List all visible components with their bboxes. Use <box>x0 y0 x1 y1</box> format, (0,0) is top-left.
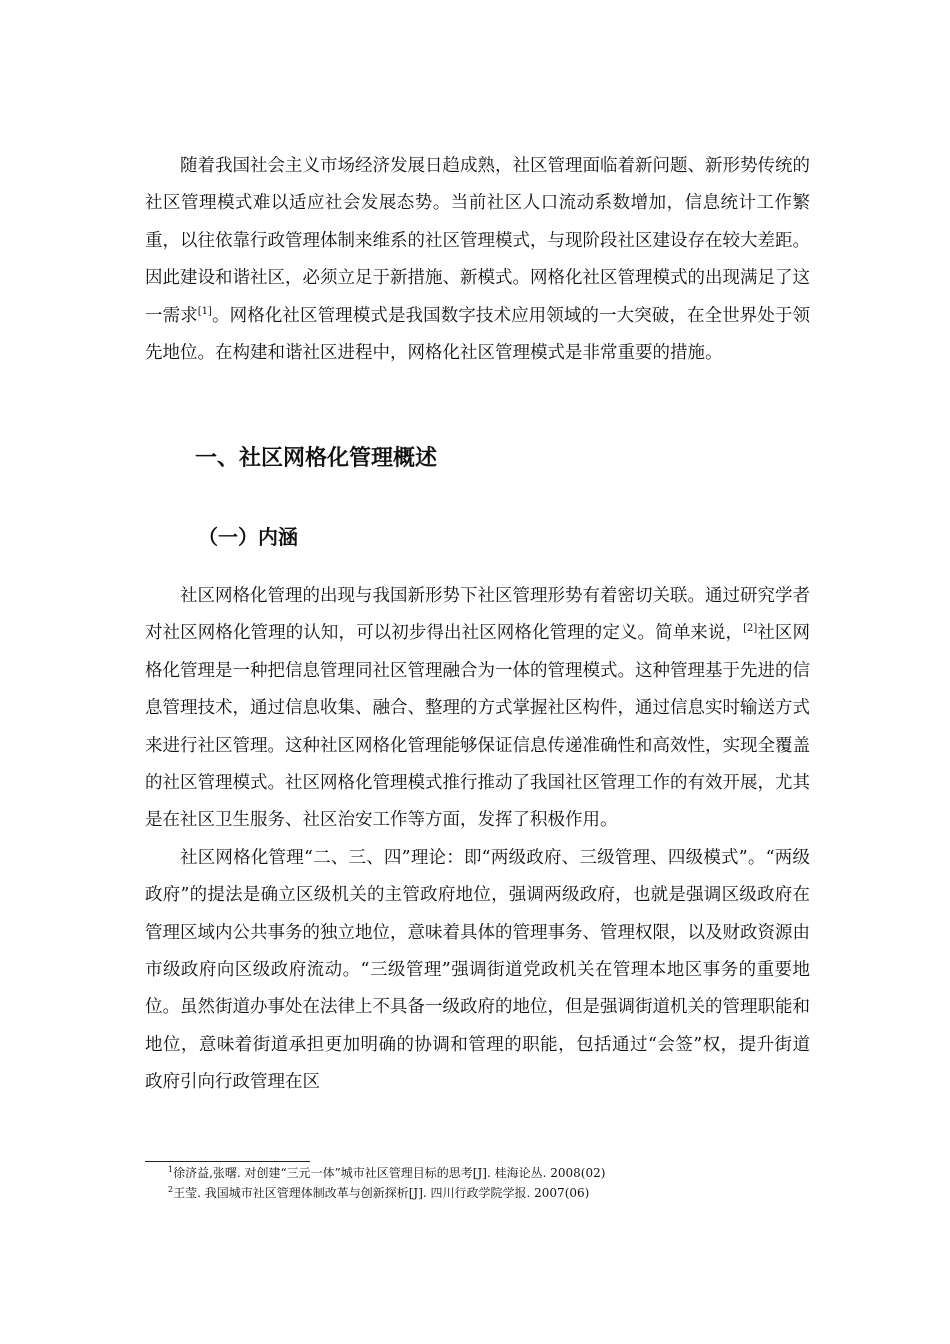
footnote-mark-1: 1 <box>168 1165 174 1174</box>
section-heading: 一、社区网格化管理概述 <box>195 446 438 471</box>
definition-text-b: 社区网格化管理是一种把信息管理同社区管理融合为一体的管理模式。这种管理基于先进的信息管理技术，通过信息收集、融合、整理的方式掌握社区构件，通过信息实时输送方式来进行社区管理。这种社区网格化管理能够保证信息传递准确性和高效性，实现全覆盖的社区管理模式。社区网格化管理模式推行推动了我国社区管理工作的有效开展，尤其是在社区卫生服务、社区治安工作等方面，发挥了积极作用。 <box>145 623 811 831</box>
citation-ref-1[interactable]: [1] <box>197 305 212 317</box>
citation-ref-2[interactable]: [2] <box>743 623 758 635</box>
footnote-mark-2: 2 <box>168 1185 174 1194</box>
intro-paragraph-block <box>145 148 810 372</box>
footnote-2 <box>168 1183 808 1203</box>
footnote-1 <box>168 1163 808 1183</box>
content-paragraph-block <box>145 578 810 1102</box>
footnotes <box>168 1163 808 1203</box>
definition-text-a: 社区网格化管理的出现与我国新形势下社区管理形势有着密切关联。通过研究学者对社区网格化管理的认知，可以初步得出社区网格化管理的定义。简单来说， <box>145 586 810 644</box>
subsection-heading: （一）内涵 <box>198 525 298 549</box>
theory-paragraph <box>145 840 810 1102</box>
intro-paragraph <box>145 148 810 372</box>
footnote-text-1: 徐济益,张曙. 对创建“三元一体”城市社区管理目标的思考[J]. 桂海论丛. 2008(02) <box>173 1166 606 1180</box>
intro-text: 随着我国社会主义市场经济发展日趋成熟，社区管理面临着新问题、新形势传统的社区管理模式难以适应社会发展态势。当前社区人口流动系数增加，信息统计工作繁重，以往依靠行政管理体制来维系的社区管理模式，与现阶段社区建设存在较大差距。因此建设和谐社区，必须立足于新措施、新模式。网格化社区管理模式的出现满足了这一需求 <box>145 156 810 326</box>
footnote-text-2: 王莹. 我国城市社区管理体制改革与创新探析[J]. 四川行政学院学报. 2007(06) <box>173 1186 590 1200</box>
intro-text-continued: 。网格化社区管理模式是我国数字技术应用领域的一大突破，在全世界处于领先地位。在构建和谐社区进程中，网格化社区管理模式是非常重要的措施。 <box>145 305 811 364</box>
theory-text: 社区网格化管理“二、三、四”理论：即“两级政府、三级管理、四级模式”。“两级政府”的提法是确立区级机关的主管政府地位，强调两级政府，也就是强调区级政府在管理区域内公共事务的独立地位，意味着具体的管理事务、管理权限，以及财政资源由市级政府向区级政府流动。“三级管理”强调街道党政机关在管理本地区事务的重要地位。虽然街道办事处在法律上不具备一级政府的地位，但是强调街道机关的管理职能和地位，意味着街道承担更加明确的协调和管理的职能，包括通过“会签”权，提升街道政府引向行政管理在区 <box>145 847 810 1093</box>
footnote-divider <box>145 1161 310 1162</box>
definition-paragraph <box>145 578 810 840</box>
